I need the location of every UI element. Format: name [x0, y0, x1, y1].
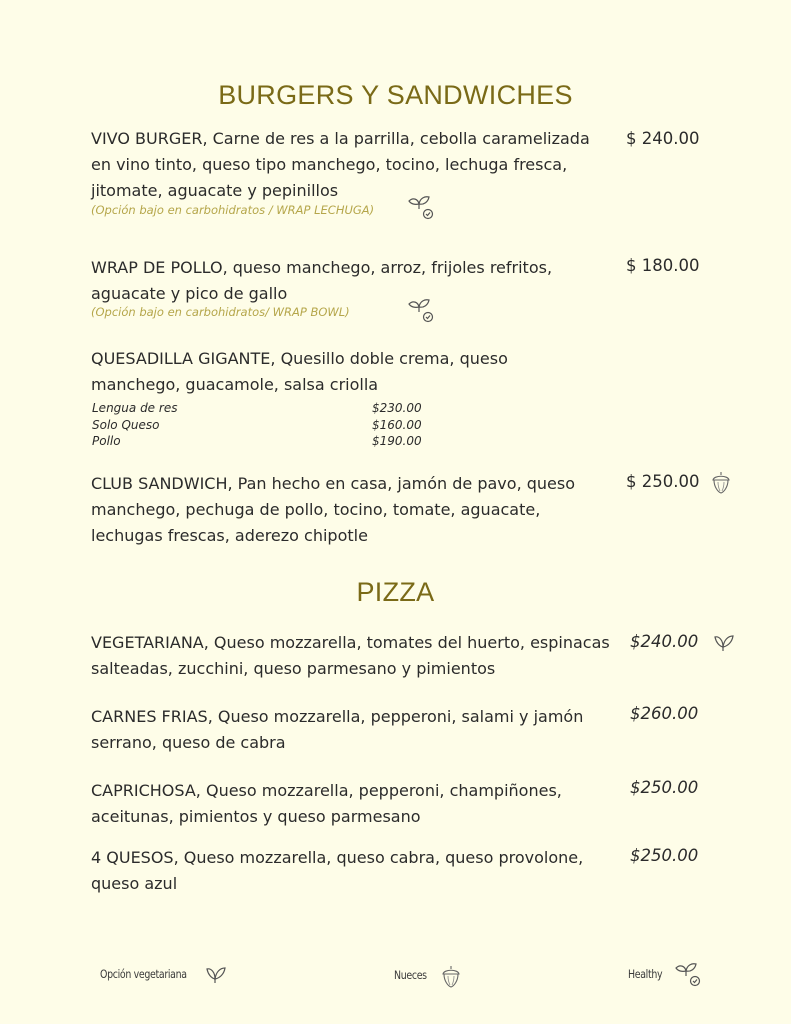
vegetarian-icon — [205, 965, 227, 989]
vegetarian-icon — [713, 633, 735, 657]
nut-icon — [710, 471, 732, 499]
menu-item-quesadilla-description: QUESADILLA GIGANTE, Quesillo doble crema, queso manchego, guacamole, salsa criolla — [91, 349, 508, 394]
quesadilla-option-name: Solo Queso — [92, 418, 160, 432]
healthy-icon — [673, 960, 703, 992]
healthy-icon — [406, 296, 436, 328]
menu-item-vivo-burger-price: $ 240.00 — [626, 129, 700, 148]
menu-item-4-quesos-price: $250.00 — [630, 846, 699, 865]
healthy-icon — [406, 193, 436, 225]
quesadilla-option-price: $230.00 — [372, 401, 422, 415]
menu-item-vivo-burger-description: VIVO BURGER, Carne de res a la parrilla, cebolla caramelizada en vino tinto, queso tipo manchego, tocino, lechuga fresca, jitomate, aguacate y pepinillos — [91, 129, 590, 200]
section-title-pizza: PIZZA — [356, 577, 435, 607]
nut-icon — [440, 965, 462, 993]
menu-item-wrap-pollo-note: (Opción bajo en carbohidratos/ WRAP BOWL) — [91, 305, 350, 319]
section-title-burgers: BURGERS Y SANDWICHES — [218, 80, 573, 110]
menu-item-carnes-frias-price: $260.00 — [630, 704, 699, 723]
menu-item-caprichosa-price: $250.00 — [630, 778, 699, 797]
legend-nuts-label: Nueces — [394, 968, 427, 982]
menu-item-wrap-pollo-description: WRAP DE POLLO, queso manchego, arroz, frijoles refritos, aguacate y pico de gallo — [91, 258, 553, 303]
menu-item-wrap-pollo-price: $ 180.00 — [626, 256, 700, 275]
quesadilla-option-name: Lengua de res — [92, 401, 178, 415]
menu-item-carnes-frias-description: CARNES FRIAS, Queso mozzarella, pepperoni, salami y jamón serrano, queso de cabra — [91, 707, 584, 752]
menu-item-4-quesos-description: 4 QUESOS, Queso mozzarella, queso cabra, queso provolone, queso azul — [91, 848, 584, 893]
menu-item-caprichosa-description: CAPRICHOSA, Queso mozzarella, pepperoni, champiñones, aceitunas, pimientos y queso parmesano — [91, 781, 562, 826]
menu-item-vegetariana-price: $240.00 — [630, 632, 699, 651]
quesadilla-option-name: Pollo — [92, 434, 121, 448]
menu-item-club-sandwich-description: CLUB SANDWICH, Pan hecho en casa, jamón de pavo, queso manchego, pechuga de pollo, tocino, tomate, aguacate, lechugas frescas, aderezo chipotle — [91, 474, 575, 545]
quesadilla-option-price: $190.00 — [372, 434, 422, 448]
menu-item-club-sandwich-price: $ 250.00 — [626, 472, 700, 491]
menu-item-vegetariana-description: VEGETARIANA, Queso mozzarella, tomates del huerto, espinacas salteadas, zucchini, queso parmesano y pimientos — [91, 633, 610, 678]
legend-healthy-label: Healthy — [628, 967, 663, 981]
menu-item-vivo-burger-note: (Opción bajo en carbohidratos / WRAP LECHUGA) — [91, 203, 375, 217]
quesadilla-option-price: $160.00 — [372, 418, 422, 432]
legend-vegetarian-label: Opción vegetariana — [100, 967, 187, 981]
